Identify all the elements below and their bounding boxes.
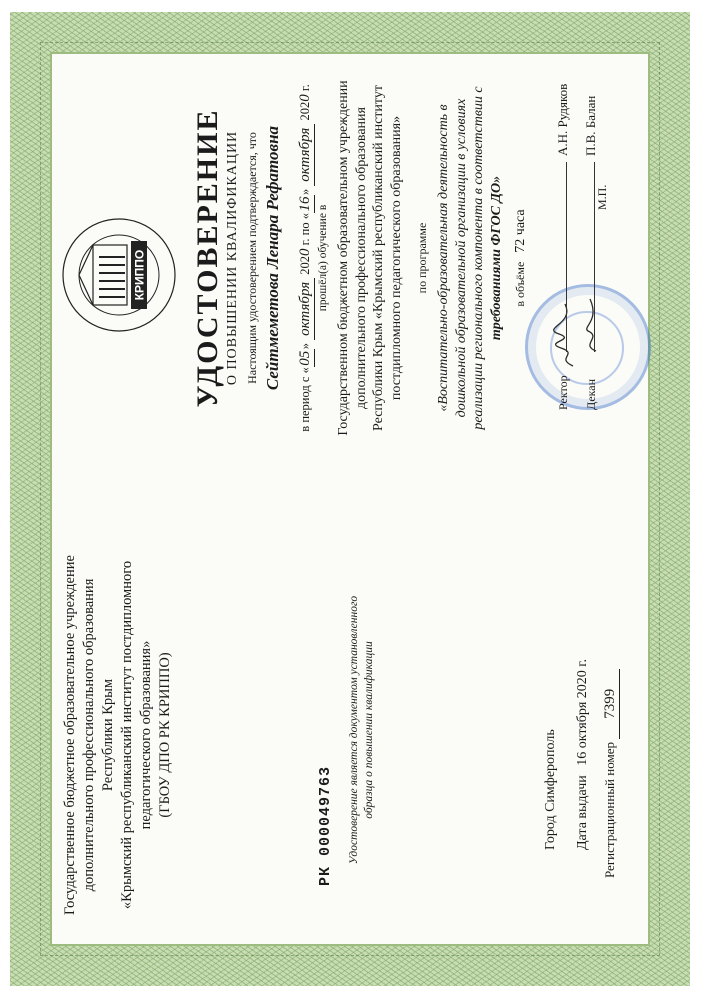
registration-row xyxy=(602,669,620,878)
issue-date-value: 16 октября 2020 г. xyxy=(575,659,590,766)
issue-date-row xyxy=(575,659,591,850)
program-title xyxy=(435,26,505,490)
krippo-logo xyxy=(59,215,179,335)
rector-signature-line xyxy=(556,162,567,352)
program-line: реализации регионального компонента в соответствии с xyxy=(471,86,486,430)
org-line: Республики Крым xyxy=(100,678,116,792)
to-month: октября xyxy=(297,124,315,186)
dean-signature-line xyxy=(584,162,595,352)
passed-training-text: прошёл(а) обучение в xyxy=(317,204,329,312)
issuer-organization xyxy=(61,500,175,970)
org-line: «Крымский республиканский институт постдипломного xyxy=(119,560,135,910)
period-year-suffix: г. xyxy=(298,84,312,92)
seal-place-label: М.П. xyxy=(595,184,609,210)
certificate-content xyxy=(55,26,635,970)
from-year-digit: 0 xyxy=(297,248,313,256)
from-day: 05 xyxy=(297,350,313,366)
program-label: по программе xyxy=(415,222,429,294)
org-line: дополнительного профессионального образования xyxy=(81,578,97,892)
institution-line: постдипломного педагогического образования» xyxy=(388,115,404,401)
issue-date-label: Дата выдачи xyxy=(575,775,590,850)
training-institution xyxy=(335,26,405,490)
note-line: Удостоверение является документом установленного xyxy=(348,595,360,865)
org-line: (ГБОУ ДПО РК КРИППО) xyxy=(157,652,173,818)
institution-line: Государственном бюджетном образовательном учреждении xyxy=(336,80,351,436)
to-year-prefix: 202 xyxy=(298,101,312,121)
rector-row xyxy=(555,30,571,410)
program-line: «Воспитательно-образовательная деятельность в xyxy=(436,104,451,412)
note-line: образца о повышении квалификации xyxy=(363,641,375,819)
confirm-text: Настоящим удостоверением подтверждается, что xyxy=(245,132,259,384)
to-day: 16 xyxy=(297,196,313,212)
dean-row xyxy=(583,30,599,410)
document-note xyxy=(347,530,377,930)
serial-number: РК 000049763 xyxy=(317,765,334,886)
org-line: Государственное бюджетное образовательное учреждение xyxy=(62,555,78,915)
document-subtitle: О ПОВЫШЕНИИ КВАЛИФИКАЦИИ xyxy=(225,130,240,386)
program-line: требованиями ФГОС ДО» xyxy=(488,175,504,341)
from-month: октября xyxy=(297,278,315,340)
logo-text: КРИППО xyxy=(132,249,147,301)
rector-label: Ректор xyxy=(556,375,570,410)
dean-label: Декан xyxy=(584,378,598,410)
program-line: дошкольной образовательной организации в условиях xyxy=(453,98,469,418)
rector-name: А.Н. Рудяков xyxy=(555,83,570,156)
period-to-label: г. по « xyxy=(298,213,312,246)
program-volume xyxy=(513,26,529,490)
volume-value: 72 часа xyxy=(513,209,528,253)
institution-line: Республики Крым «Крымский республиканский институт xyxy=(371,85,386,431)
holder-name: Сейтмеметова Ленара Рефатовна xyxy=(263,125,282,391)
to-year-digit: 0 xyxy=(297,94,313,102)
from-year-prefix: 202 xyxy=(298,255,312,275)
training-period: в период с «05» октября 2020 г. по «16» октября 2020 г. xyxy=(297,84,313,432)
org-line: педагогического образования» xyxy=(138,640,154,830)
institution-line: дополнительного профессионального образования xyxy=(353,107,369,409)
period-from-label: в период с « xyxy=(298,367,312,432)
dean-name: П.В. Балан xyxy=(583,95,598,156)
registration-label: Регистрационный номер xyxy=(602,742,617,878)
document-title: УДОСТОВЕРЕНИЕ xyxy=(191,108,224,408)
issue-city: Город Симферополь xyxy=(543,729,558,850)
registration-number: 7399 xyxy=(602,669,620,739)
volume-label: в объёме xyxy=(513,261,527,307)
